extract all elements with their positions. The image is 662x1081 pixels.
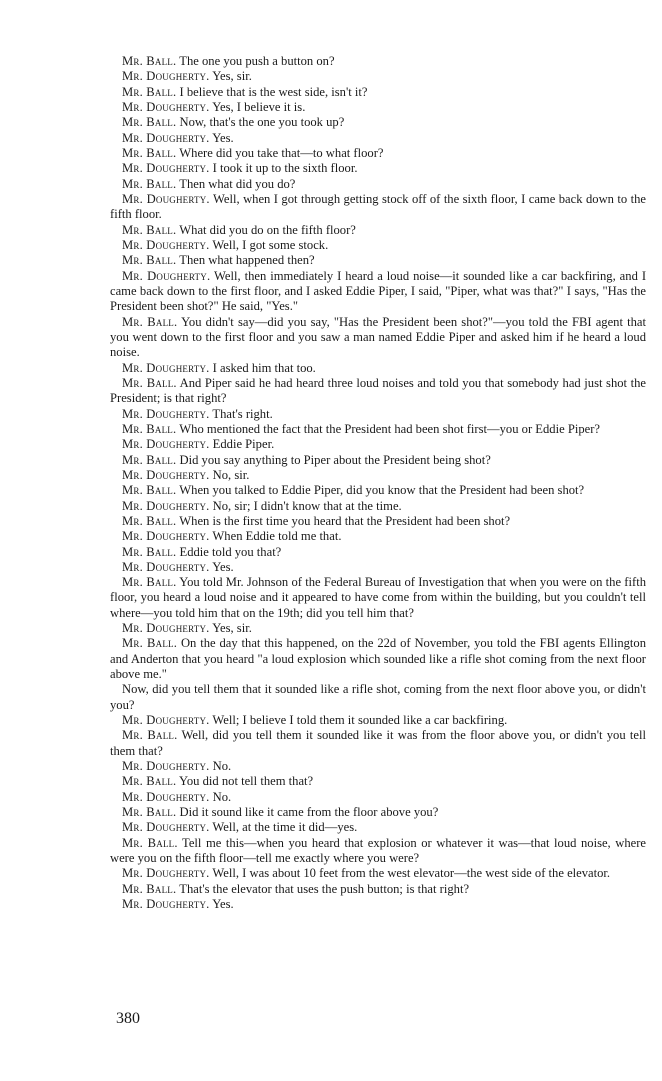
speech-text: When is the first time you heard that the President had been shot? — [179, 513, 511, 528]
testimony-paragraph — [110, 897, 646, 912]
testimony-paragraph — [110, 437, 646, 452]
speaker-label: Mr. Ball. — [122, 222, 177, 237]
speaker-label: Mr. Ball. — [122, 145, 177, 160]
testimony-paragraph — [110, 682, 646, 713]
speaker-label: Mr. Dougherty. — [122, 406, 210, 421]
speech-text: Now, did you tell them that it sounded like a rifle shot, coming from the next floor above you, or didn't you? — [110, 682, 646, 712]
testimony-paragraph — [110, 376, 646, 407]
speech-text: You did not tell them that? — [179, 774, 314, 789]
speaker-label: Mr. Dougherty. — [122, 467, 210, 482]
speaker-label: Mr. Ball. — [122, 636, 178, 651]
speaker-label: Mr. Dougherty. — [122, 130, 210, 145]
page-number: 380 — [116, 1010, 140, 1027]
testimony-paragraph — [110, 146, 646, 161]
testimony-text — [110, 54, 646, 912]
speaker-label: Mr. Ball. — [122, 375, 177, 390]
speaker-label: Mr. Ball. — [122, 774, 177, 789]
speaker-label: Mr. Dougherty. — [122, 897, 210, 912]
testimony-paragraph — [110, 161, 646, 176]
speaker-label: Mr. Dougherty. — [122, 99, 210, 114]
speech-text: Did it sound like it came from the floor above you? — [179, 805, 439, 820]
speaker-label: Mr. Ball. — [122, 544, 177, 559]
speech-text: When you talked to Eddie Piper, did you know that the President had been shot? — [179, 483, 585, 498]
speech-text: Yes, sir. — [212, 621, 252, 636]
testimony-paragraph — [110, 836, 646, 867]
testimony-paragraph — [110, 545, 646, 560]
speaker-label: Mr. Dougherty. — [122, 69, 210, 84]
speech-text: When Eddie told me that. — [212, 529, 342, 544]
speech-text: You didn't say—did you say, "Has the President been shot?"—you told the FBI agent that you went down to the first floor and you saw a man named Eddie Piper and asked him if he heard a loud noise. — [110, 314, 647, 360]
speaker-label: Mr. Dougherty. — [122, 360, 210, 375]
testimony-paragraph — [110, 407, 646, 422]
speech-text: And Piper said he had heard three loud noises and told you that somebody had just shot the President; is that right? — [110, 375, 646, 406]
testimony-paragraph — [110, 882, 646, 897]
speaker-label: Mr. Ball. — [122, 483, 177, 498]
speaker-label: Mr. Ball. — [122, 176, 177, 191]
speech-text: Who mentioned the fact that the President had been shot first—you or Eddie Piper? — [179, 421, 600, 436]
speaker-label: Mr. Dougherty. — [122, 866, 210, 881]
speaker-label: Mr. Ball. — [122, 575, 177, 590]
speech-text: No. — [212, 789, 232, 804]
speech-text: Well, when I got through getting stock off of the sixth floor, I came back down to the fifth floor. — [110, 191, 647, 222]
testimony-paragraph — [110, 866, 646, 881]
testimony-paragraph — [110, 422, 646, 437]
testimony-paragraph — [110, 514, 646, 529]
testimony-paragraph — [110, 713, 646, 728]
testimony-paragraph — [110, 69, 646, 84]
speaker-label: Mr. Dougherty. — [122, 789, 210, 804]
speech-text: That's right. — [212, 406, 273, 421]
speaker-label: Mr. Ball. — [122, 835, 178, 850]
speech-text: Then what did you do? — [179, 176, 296, 191]
speech-text: Yes. — [212, 130, 234, 145]
speech-text: Eddie told you that? — [179, 544, 282, 559]
speech-text: Yes. — [212, 559, 234, 574]
speaker-label: Mr. Dougherty. — [122, 498, 210, 513]
speaker-label: Mr. Dougherty. — [122, 559, 210, 574]
testimony-paragraph — [110, 453, 646, 468]
testimony-paragraph — [110, 759, 646, 774]
testimony-paragraph — [110, 575, 646, 621]
testimony-paragraph — [110, 805, 646, 820]
speaker-label: Mr. Dougherty. — [122, 191, 210, 206]
speech-text: The one you push a button on? — [179, 54, 335, 68]
speech-text: Yes. — [212, 897, 234, 912]
testimony-paragraph — [110, 223, 646, 238]
testimony-paragraph — [110, 269, 646, 315]
speaker-label: Mr. Ball. — [122, 314, 178, 329]
speech-text: Eddie Piper. — [212, 437, 275, 452]
speaker-label: Mr. Dougherty. — [122, 820, 210, 835]
speech-text: I took it up to the sixth floor. — [212, 161, 358, 176]
testimony-paragraph — [110, 115, 646, 130]
speaker-label: Mr. Ball. — [122, 805, 177, 820]
testimony-paragraph — [110, 131, 646, 146]
speech-text: I asked him that too. — [212, 360, 316, 375]
testimony-paragraph — [110, 728, 646, 759]
testimony-paragraph — [110, 774, 646, 789]
testimony-paragraph — [110, 361, 646, 376]
speaker-label: Mr. Ball. — [122, 115, 177, 130]
speech-text: Well, I was about 10 feet from the west elevator—the west side of the elevator. — [212, 866, 611, 881]
testimony-paragraph — [110, 820, 646, 835]
speech-text: I believe that is the west side, isn't it? — [179, 84, 368, 99]
testimony-paragraph — [110, 560, 646, 575]
speech-text: Well, at the time it did—yes. — [212, 820, 358, 835]
speech-text: Well, I got some stock. — [212, 237, 329, 252]
speech-text: Did you say anything to Piper about the President being shot? — [179, 452, 491, 467]
testimony-paragraph — [110, 636, 646, 682]
speaker-label: Mr. Dougherty. — [122, 759, 210, 774]
speaker-label: Mr. Dougherty. — [122, 161, 210, 176]
speaker-label: Mr. Ball. — [122, 452, 177, 467]
testimony-paragraph — [110, 499, 646, 514]
testimony-paragraph — [110, 253, 646, 268]
testimony-paragraph — [110, 315, 646, 361]
testimony-paragraph — [110, 529, 646, 544]
speech-text: No, sir; I didn't know that at the time. — [212, 498, 402, 513]
testimony-paragraph — [110, 790, 646, 805]
speaker-label: Mr. Ball. — [122, 54, 177, 68]
speaker-label: Mr. Ball. — [122, 513, 177, 528]
speech-text: What did you do on the fifth floor? — [179, 222, 356, 237]
testimony-paragraph — [110, 192, 646, 223]
testimony-paragraph — [110, 85, 646, 100]
speech-text: Well, then immediately I heard a loud noise—it sounded like a car backfiring, and I came back down to the first floor, and I asked Eddie Piper, I said, "Piper, what was that?" I says, "Has the President been shot?" He said, "Yes." — [110, 268, 647, 314]
speaker-label: Mr. Dougherty. — [122, 621, 210, 636]
speech-text: Where did you take that—to what floor? — [179, 145, 384, 160]
speech-text: That's the elevator that uses the push button; is that right? — [179, 881, 470, 896]
speaker-label: Mr. Ball. — [122, 84, 177, 99]
testimony-paragraph — [110, 238, 646, 253]
testimony-paragraph — [110, 468, 646, 483]
testimony-paragraph — [110, 54, 646, 69]
speaker-label: Mr. Dougherty. — [122, 713, 210, 728]
testimony-paragraph — [110, 483, 646, 498]
speaker-label: Mr. Dougherty. — [122, 268, 211, 283]
speech-text: No, sir. — [212, 467, 250, 482]
speech-text: Now, that's the one you took up? — [179, 115, 345, 130]
speech-text: Well, did you tell them it sounded like it was from the floor above you, or didn't you tell them that? — [110, 728, 647, 758]
speaker-label: Mr. Ball. — [122, 421, 177, 436]
speech-text: Yes, sir. — [212, 69, 252, 84]
speaker-label: Mr. Dougherty. — [122, 237, 210, 252]
testimony-paragraph — [110, 100, 646, 115]
speech-text: On the day that this happened, on the 22d of November, you told the FBI agents Ellington and Anderton that you heard "a loud explosion which sounded like a rifle shot coming from the next floor above me." — [110, 636, 647, 682]
speaker-label: Mr. Dougherty. — [122, 437, 210, 452]
speech-text: Yes, I believe it is. — [212, 99, 306, 114]
testimony-paragraph — [110, 621, 646, 636]
speaker-label: Mr. Ball. — [122, 728, 178, 743]
speech-text: Well; I believe I told them it sounded like a car backfiring. — [212, 713, 508, 728]
speech-text: Tell me this—when you heard that explosion or whatever it was—that loud noise, where were you on the fifth floor—tell me exactly where you were? — [110, 835, 646, 866]
speaker-label: Mr. Ball. — [122, 253, 177, 268]
speech-text: Then what happened then? — [179, 253, 315, 268]
speech-text: No. — [212, 759, 232, 774]
speaker-label: Mr. Ball. — [122, 881, 177, 896]
testimony-paragraph — [110, 177, 646, 192]
speaker-label: Mr. Dougherty. — [122, 529, 210, 544]
speech-text: You told Mr. Johnson of the Federal Bureau of Investigation that when you were on the fifth floor, you heard a loud noise and it appeared to have come from within the building, but you couldn't tell where—you told him that on the 19th; did you tell him that? — [110, 575, 646, 620]
